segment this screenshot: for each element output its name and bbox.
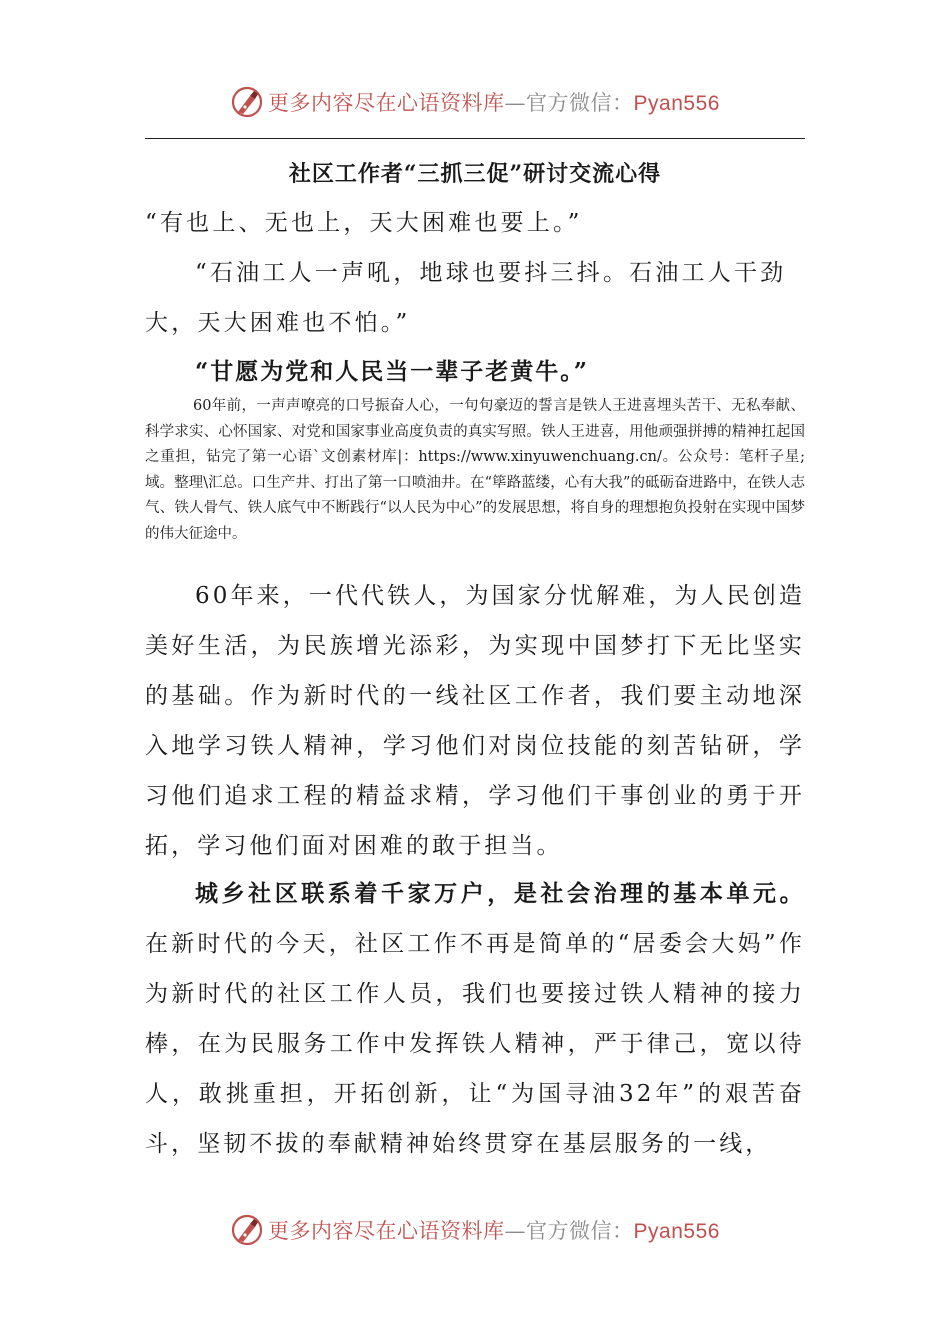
paragraph-2-text: 在新时代的今天，社区工作不再是简单的“居委会大妈”作为新时代的社区工作人员，我们也要接过铁人精神的接力棒，在为民服务工作中发挥铁人精神，严于律己，宽以待人，敢挑重担，开拓创新，让“为国寻油32年”的艰苦奋斗，坚韧不拔的奉献精神始终贯穿在基层服务的一线，: [145, 931, 805, 1157]
banner-wechat-id: Pyan556: [633, 92, 720, 115]
pen-nib-logo-icon: [230, 1213, 264, 1247]
paragraph-1: 60年来，一代代铁人，为国家分忧解难，为人民创造美好生活，为民族增光添彩，为实现中国梦打下无比坚实的基础。作为新时代的一线社区工作者，我们要主动地深入地学习铁人精神，学习他们对岗位技能的刻苦钻研，学习他们追求工程的精益求精，学习他们干事创业的勇于开拓，学习他们面对困难的敢于担当。: [145, 583, 805, 859]
quote-2: “石油工人一声吼，地球也要抖三抖。石油工人干劲大，天大困难也不怕。”: [145, 260, 787, 336]
banner-text: [268, 1215, 720, 1245]
intro-paragraph: [145, 394, 805, 547]
intro-paragraph-text: 60年前，一声声嘹亮的口号振奋人心，一句句豪迈的誓言是铁人王进喜埋头苦干、无私奉献、科学求实、心怀国家、对党和国家事业高度负责的真实写照。铁人王进喜，用他顽强拼搏的精神扛起国之重担，钻完了第一心语`文创素材库|：https://www.xinyuwenchuang.cn/。公众号：笔杆子星;域。整理\汇总。口生产井、打出了第一口喷油井。在“筚路蓝缕，心有大我”的砥砺奋进路中，在铁人志气、铁人骨气、铁人底气中不断践行“以人民为中心”的发展思想，将自身的理想抱负投射在实现中国梦的伟大征途中。: [145, 398, 805, 542]
banner-wechat-id: Pyan556: [633, 1220, 720, 1243]
quote-3: “甘愿为党和人民当一辈子老黄牛。”: [195, 358, 589, 385]
paragraph-2-lead: 城乡社区联系着千家万户，是社会治理的基本单元。: [195, 880, 805, 907]
footer-banner: [0, 1208, 950, 1252]
banner-text: [268, 87, 720, 117]
banner-dash: —: [504, 91, 527, 115]
banner-brand: 更多内容尽在心语资料库: [268, 1219, 505, 1243]
banner-label: 官方微信：: [526, 1219, 634, 1243]
document-title: 社区工作者“三抓三促”研讨交流心得: [288, 161, 662, 187]
paragraph-2: [145, 869, 805, 1169]
pen-nib-logo-icon: [230, 85, 264, 119]
header-divider: [145, 138, 805, 139]
banner-label: 官方微信：: [526, 91, 634, 115]
banner-dash: —: [504, 1219, 527, 1243]
quote-1: “有也上、无也上，天大困难也要上。”: [145, 210, 583, 236]
header-banner: [0, 80, 950, 124]
banner-brand: 更多内容尽在心语资料库: [268, 91, 505, 115]
